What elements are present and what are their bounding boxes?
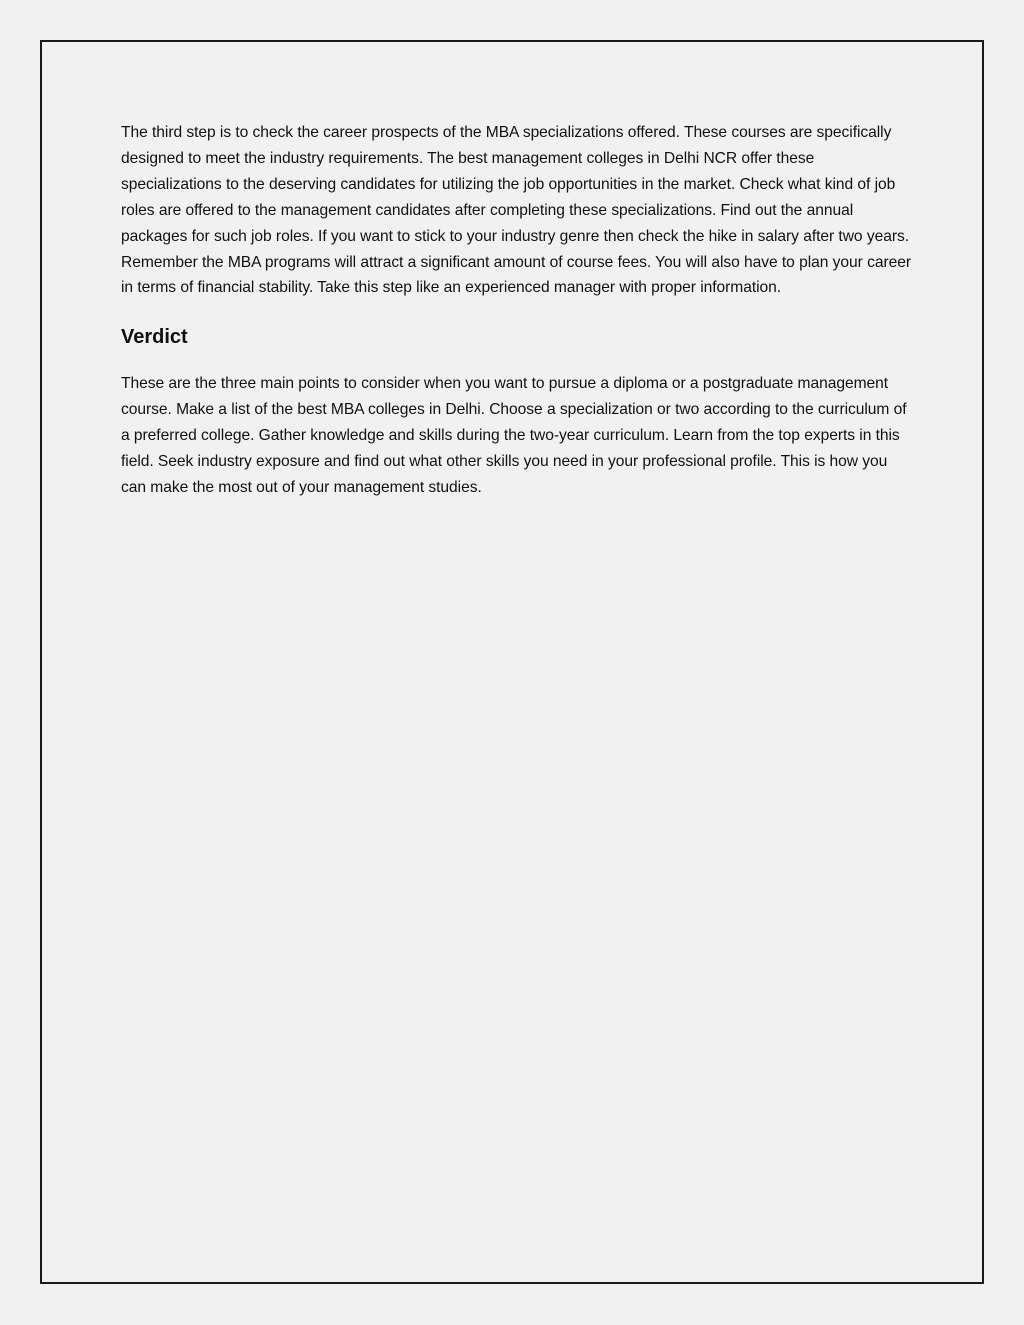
page-frame	[40, 40, 984, 1284]
document-content	[121, 120, 911, 501]
paragraph-verdict: These are the three main points to consider when you want to pursue a diploma or a postgraduate management course. Make a list of the best MBA colleges in Delhi. Choose a specialization or two according to the curriculum of a preferred college. Gather knowledge and skills during the two-year curriculum. Learn from the top experts in this field. Seek industry exposure and find out what other skills you need in your professional profile. This is how you can make the most out of your management studies.	[121, 375, 907, 496]
paragraph-career-prospects: The third step is to check the career prospects of the MBA specializations offered. These courses are specifically designed to meet the industry requirements. The best management colleges in Delhi NCR offer these specializations to the deserving candidates for utilizing the job opportunities in the market. Check what kind of job roles are offered to the management candidates after completing these specializations. Find out the annual packages for such job roles. If you want to stick to your industry genre then check the hike in salary after two years. Remember the MBA programs will attract a significant amount of course fees. You will also have to plan your career in terms of financial stability. Take this step like an experienced manager with proper information.	[121, 124, 911, 297]
section-heading-verdict: Verdict	[121, 326, 188, 349]
